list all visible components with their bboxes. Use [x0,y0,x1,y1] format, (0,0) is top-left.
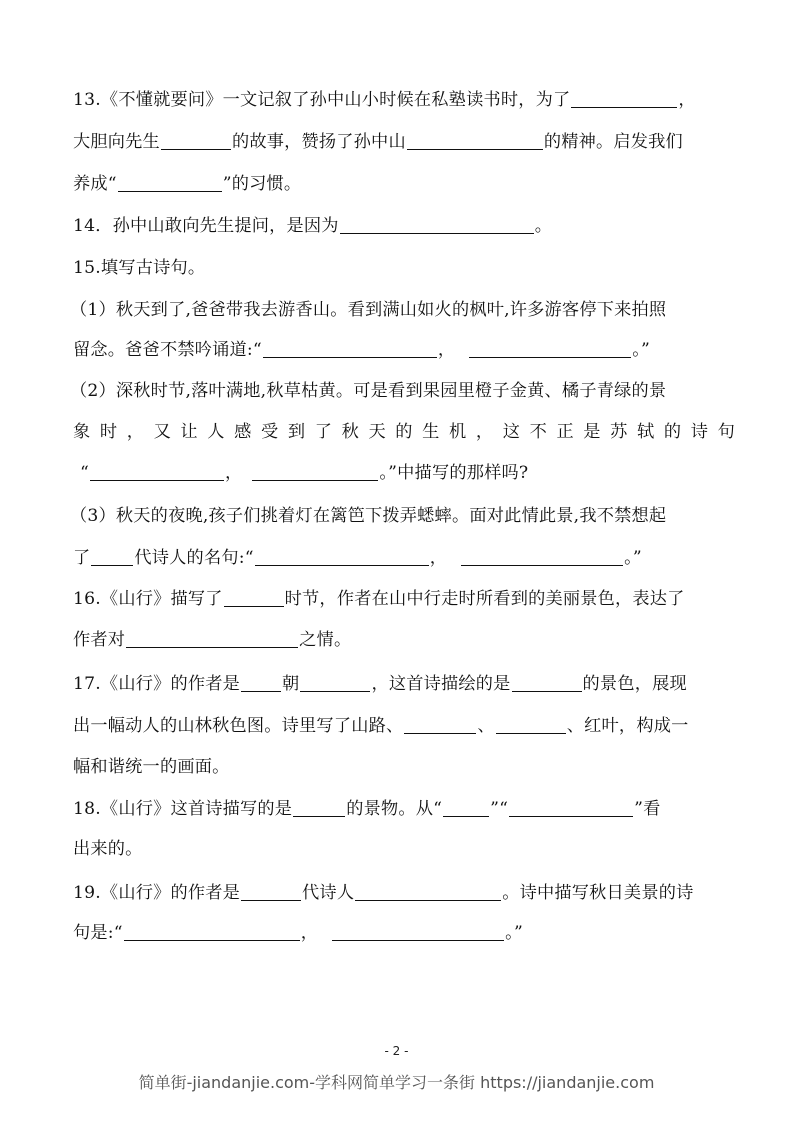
q16-line-1: 16.《山行》描写了 时节，作者在山中行走时所看到的美丽景色，表达了 [73,589,685,609]
q19-line-1: 19.《山行》的作者是 代诗人 。诗中描写秋日美景的诗 [73,883,694,903]
q15-part3-line-2: 了 代诗人的名句:“ ， 。” [73,548,642,568]
site-footer[interactable]: 简单街-jiandanjie.com-学科网简单学习一条街 https://jiandanjie.com [138,1073,655,1092]
q15-part2-line-3: “ ， 。”中描写的那样吗? [80,463,529,483]
answer-blank[interactable] [224,589,284,607]
answer-blank[interactable] [340,216,534,234]
answer-blank[interactable] [124,923,300,941]
q17-line-2: 出一幅动人的山林秋色图。诗里写了山路、 、 、红叶，构成一 [73,716,689,736]
q18-line-1: 18.《山行》这首诗描写的是 的景物。从“ ”“ ”看 [73,799,661,819]
q19-line-2: 句是:“ ， 。” [73,923,523,943]
answer-blank[interactable] [90,463,224,481]
q13-line-2: 大胆向先生 的故事，赞扬了孙中山 的精神。启发我们 [73,132,683,152]
answer-blank[interactable] [252,463,378,481]
answer-blank[interactable] [443,799,489,817]
answer-blank[interactable] [293,799,345,817]
q17-line-1: 17.《山行》的作者是 朝 ，这首诗描绘的是 的景色，展现 [73,674,687,694]
answer-blank[interactable] [91,548,133,566]
q18-line-2: 出来的。 [73,839,143,859]
answer-blank[interactable] [509,799,633,817]
q13-line-1: 13.《不懂就要问》一文记叙了孙中山小时候在私塾读书时，为了 ， [73,90,696,110]
q15-part2-line-1: （2）深秋时节,落叶满地,秋草枯黄。可是看到果园里橙子金黄、橘子青绿的景 [70,381,667,401]
q17-line-3: 幅和谐统一的画面。 [73,757,230,777]
answer-blank[interactable] [241,674,281,692]
answer-blank[interactable] [126,630,298,648]
answer-blank[interactable] [512,674,582,692]
q15-part1-line-1: （1）秋天到了,爸爸带我去游香山。看到满山如火的枫叶,许多游客停下来拍照 [70,300,667,320]
answer-blank[interactable] [241,883,301,901]
q13-line-3: 养成“ ”的习惯。 [73,174,302,194]
answer-blank[interactable] [404,716,476,734]
q15-part3-line-1: （3）秋天的夜晚,孩子们挑着灯在篱笆下拨弄蟋蟀。面对此情此景,我不禁想起 [70,506,667,526]
answer-blank[interactable] [332,923,504,941]
answer-blank[interactable] [255,548,429,566]
answer-blank[interactable] [118,174,222,192]
answer-blank[interactable] [263,340,437,358]
answer-blank[interactable] [496,716,566,734]
answer-blank[interactable] [571,90,677,108]
page-number: - 2 - [384,1044,409,1058]
q15-part1-line-2: 留念。爸爸不禁吟诵道:“ ， 。” [73,340,651,360]
answer-blank[interactable] [469,340,631,358]
answer-blank[interactable] [300,674,370,692]
q15-part2-line-2: 象时，又让人感受到了秋天的生机，这不正是苏轼的诗句 [73,422,735,442]
q16-line-2: 作者对 之情。 [73,630,352,650]
answer-blank[interactable] [461,548,623,566]
answer-blank[interactable] [407,132,543,150]
answer-blank[interactable] [355,883,501,901]
q14-line: 14．孙中山敢向先生提问，是因为 。 [73,216,553,236]
q15-title: 15.填写古诗句。 [73,258,206,278]
answer-blank[interactable] [161,132,231,150]
